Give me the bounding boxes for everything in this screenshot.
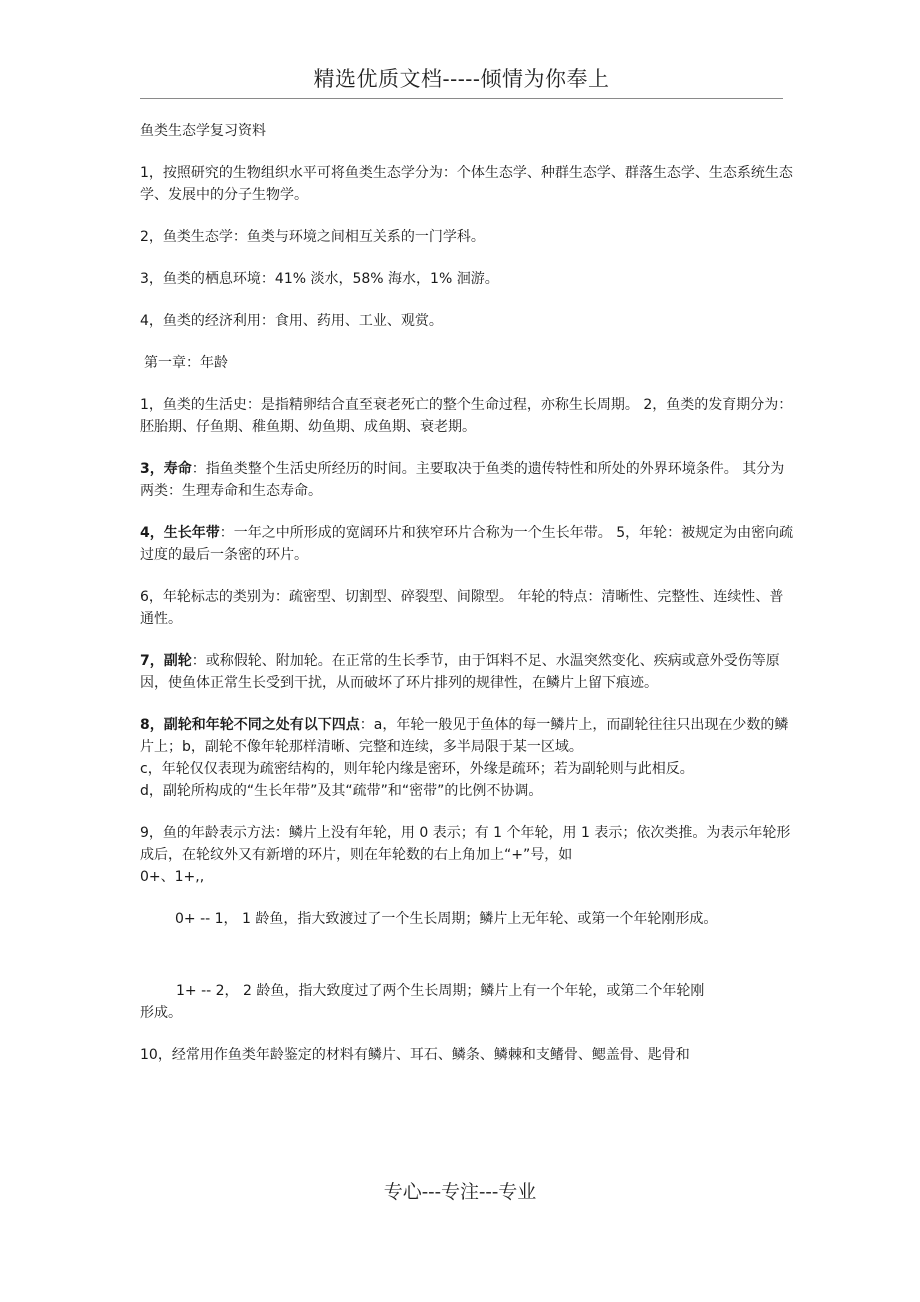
term-differences: 副轮和年轮不同之处有以下四点 <box>163 717 360 733</box>
chapter-item-8c: c，年轮仅仅表现为疏密结构的，则年轮内缘是密环，外缘是疏环；若为副轮则与此相反。 <box>140 761 694 777</box>
chapter-item-8 <box>140 714 795 758</box>
chapter-item-8d: d，副轮所构成的“生长年带”及其“疏带”和“密带”的比例不协调。 <box>140 783 543 799</box>
page-header <box>140 60 783 99</box>
term-lifespan: 寿命 <box>163 461 192 477</box>
age-line-2: 1+ -- 2， 2 龄鱼，指大致度过了两个生长周期；鳞片上有一个年轮，或第二个年轮刚 <box>176 983 705 999</box>
paragraph-3: 3，鱼类的栖息环境：41% 淡水，58% 海水，1% 洄游。 <box>140 271 499 287</box>
chapter-heading: 第一章：年龄 <box>144 355 228 371</box>
age-line-2-cont: 形成。 <box>140 1005 182 1021</box>
item-text: ：指鱼类整个生活史所经历的时间。主要取决于鱼类的遗传特性和所处的外界环境条件。 其分为两类：生理寿命和生态寿命。 <box>140 461 785 499</box>
item-text: ：a，年轮一般见于鱼体的每一鳞片上，而副轮往往只出现在少数的鳞片上；b，副轮不像年轮那样清晰、完整和连续，多半局限于某一区域。 <box>140 717 789 755</box>
chapter-item-4 <box>140 522 795 566</box>
item-text: ：一年之中所形成的宽阔环片和狭窄环片合称为一个生长年带。 5，年轮：被规定为由密向疏过度的最后一条密的环片。 <box>140 525 794 563</box>
document-body <box>140 120 795 1086</box>
item-text: ：或称假轮、附加轮。在正常的生长季节，由于饵料不足、水温突然变化、疾病或意外受伤等原因，使鱼体正常生长受到干扰，从而破坏了环片排列的规律性，在鳞片上留下痕迹。 <box>140 653 780 691</box>
paragraph-2: 2，鱼类生态学：鱼类与环境之间相互关系的一门学科。 <box>140 229 485 245</box>
item-number: 3， <box>140 461 164 477</box>
chapter-item-6: 6，年轮标志的类别为：疏密型、切割型、碎裂型、间隙型。 年轮的特点：清晰性、完整性、连续性、普通性。 <box>140 589 784 627</box>
chapter-item-3 <box>140 458 795 502</box>
doc-title: 鱼类生态学复习资料 <box>140 123 266 139</box>
term-growth-band: 生长年带 <box>163 525 220 541</box>
chapter-item-9-example: 0+、1+,, <box>140 869 205 885</box>
footer-text: 专心---专注---专业 <box>383 1181 537 1203</box>
item-number: 4， <box>140 525 164 541</box>
age-line-1: 0+ -- 1， 1 龄鱼，指大致渡过了一个生长周期；鳞片上无年轮、或第一个年轮刚形成。 <box>175 911 718 927</box>
item-number: 8， <box>140 717 164 733</box>
chapter-item-10: 10，经常用作鱼类年龄鉴定的材料有鳞片、耳石、鳞条、鳞棘和支鳍骨、鳃盖骨、匙骨和 <box>140 1047 690 1063</box>
paragraph-4: 4，鱼类的经济利用：食用、药用、工业、观赏。 <box>140 313 443 329</box>
paragraph-1: 1，按照研究的生物组织水平可将鱼类生态学分为：个体生态学、种群生态学、群落生态学、生态系统生态学、发展中的分子生物学。 <box>140 165 793 203</box>
header-title: 精选优质文档-----倾情为你奉上 <box>313 67 610 91</box>
chapter-item-9: 9，鱼的年龄表示方法：鳞片上没有年轮，用 0 表示；有 1 个年轮，用 1 表示；依次类推。为表示年轮形成后，在轮纹外又有新增的环片，则在年轮数的右上角加上“+”号，如 <box>140 825 791 863</box>
spacer <box>140 950 795 980</box>
chapter-item-7 <box>140 650 795 694</box>
page-footer <box>0 1177 920 1204</box>
chapter-item-1: 1，鱼类的生活史：是指精卵结合直至衰老死亡的整个生命过程，亦称生长周期。 2，鱼类的发育期分为：胚胎期、仔鱼期、稚鱼期、幼鱼期、成鱼期、衰老期。 <box>140 397 793 435</box>
item-number: 7， <box>140 653 164 669</box>
term-false-ring: 副轮 <box>163 653 192 669</box>
